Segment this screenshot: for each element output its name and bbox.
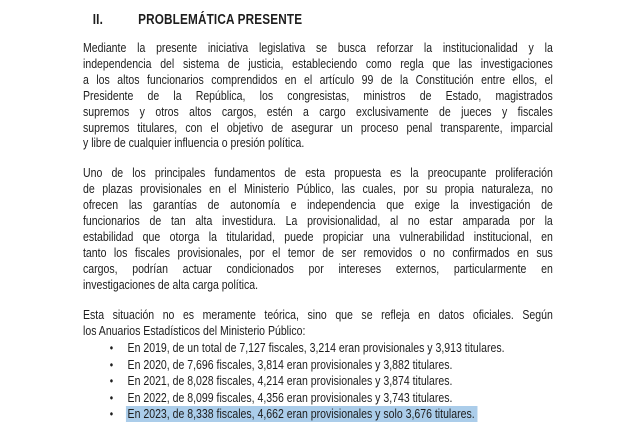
paragraph — [83, 165, 553, 292]
paragraph-line: de plazas provisionales en el Ministerio Público, las cuales, por su propia naturaleza, no — [83, 181, 553, 197]
paragraph-line: ofrecen las garantías de autonomía e independencia que exige la investigación de — [83, 197, 553, 213]
paragraphs — [83, 40, 553, 338]
section-title: PROBLEMÁTICA PRESENTE — [138, 12, 303, 28]
list-item — [83, 340, 553, 357]
bullet-icon: • — [109, 357, 114, 372]
paragraph-line: independencia del sistema de justicia, estableciendo como regla que las investigaciones — [83, 55, 553, 71]
list-item — [83, 406, 553, 423]
list-item — [83, 373, 553, 390]
list-item — [83, 390, 553, 407]
bullet-icon: • — [109, 407, 114, 422]
paragraph-line: y libre de cualquier influencia o presión política. — [83, 135, 305, 151]
paragraph-line: tanto los fiscales provisionales, por el temor de ser removidos o no confirmados en sus — [83, 244, 553, 260]
paragraph — [83, 40, 553, 151]
bullet-list — [83, 340, 553, 423]
paragraph-line: supremos titulares, con el objetivo de asegurar un proceso penal transparente, imparcial — [83, 119, 553, 135]
bullet-icon: • — [109, 341, 114, 356]
paragraph-line: supremos y otros altos cargos, estén a cargo exclusivamente de jueces y fiscales — [83, 103, 553, 119]
section-heading — [83, 11, 553, 29]
paragraph-line: Presidente de la República, los congresistas, ministros de Estado, magistrados — [83, 87, 553, 103]
paragraph-line: cargos, podrían actuar condicionados por intereses externos, particularmente en — [83, 260, 553, 276]
paragraph-line: funcionarios de tan alta investidura. La provisionalidad, al no estar amparada por la — [83, 213, 553, 229]
paragraph-line: Uno de los principales fundamentos de esta propuesta es la preocupante proliferación — [83, 165, 553, 181]
list-item — [83, 357, 553, 374]
paragraph — [83, 307, 553, 339]
list-item-text: En 2022, de 8,099 fiscales, 4,356 eran provisionales y 3,743 titulares. — [127, 389, 453, 405]
paragraph-line: Mediante la presente iniciativa legislativa se busca reforzar la institucionalidad y la — [83, 40, 553, 55]
paragraph-line: estabilidad que otorga la titularidad, puede propiciar una vulnerabilidad institucional, en — [83, 228, 553, 244]
highlighted-list-text: En 2023, de 8,338 fiscales, 4,662 eran provisionales y solo 3,676 titulares. — [127, 406, 475, 422]
paragraph-line: los Anuarios Estadísticos del Ministerio Público: — [83, 322, 306, 338]
list-item-text: En 2021, de 8,028 fiscales, 4,214 eran provisionales y 3,874 titulares. — [127, 373, 453, 389]
list-item-text: En 2019, de un total de 7,127 fiscales, 3,214 eran provisionales y 3,913 titulares. — [127, 340, 505, 356]
list-item-text: En 2020, de 7,696 fiscales, 3,814 eran provisionales y 3,882 titulares. — [127, 356, 453, 372]
section-numeral: II. — [92, 12, 103, 28]
paragraph-line: a los altos funcionarios comprendidos en el artículo 99 de la Constitución entre ellos, el — [83, 71, 553, 87]
bullet-icon: • — [109, 390, 114, 405]
document-content — [83, 0, 553, 423]
paragraph-line: Esta situación no es meramente teórica, sino que se refleja en datos oficiales. Según — [83, 306, 553, 322]
paragraph-line: investigaciones de alta carga política. — [83, 276, 259, 292]
bullet-icon: • — [109, 374, 114, 389]
